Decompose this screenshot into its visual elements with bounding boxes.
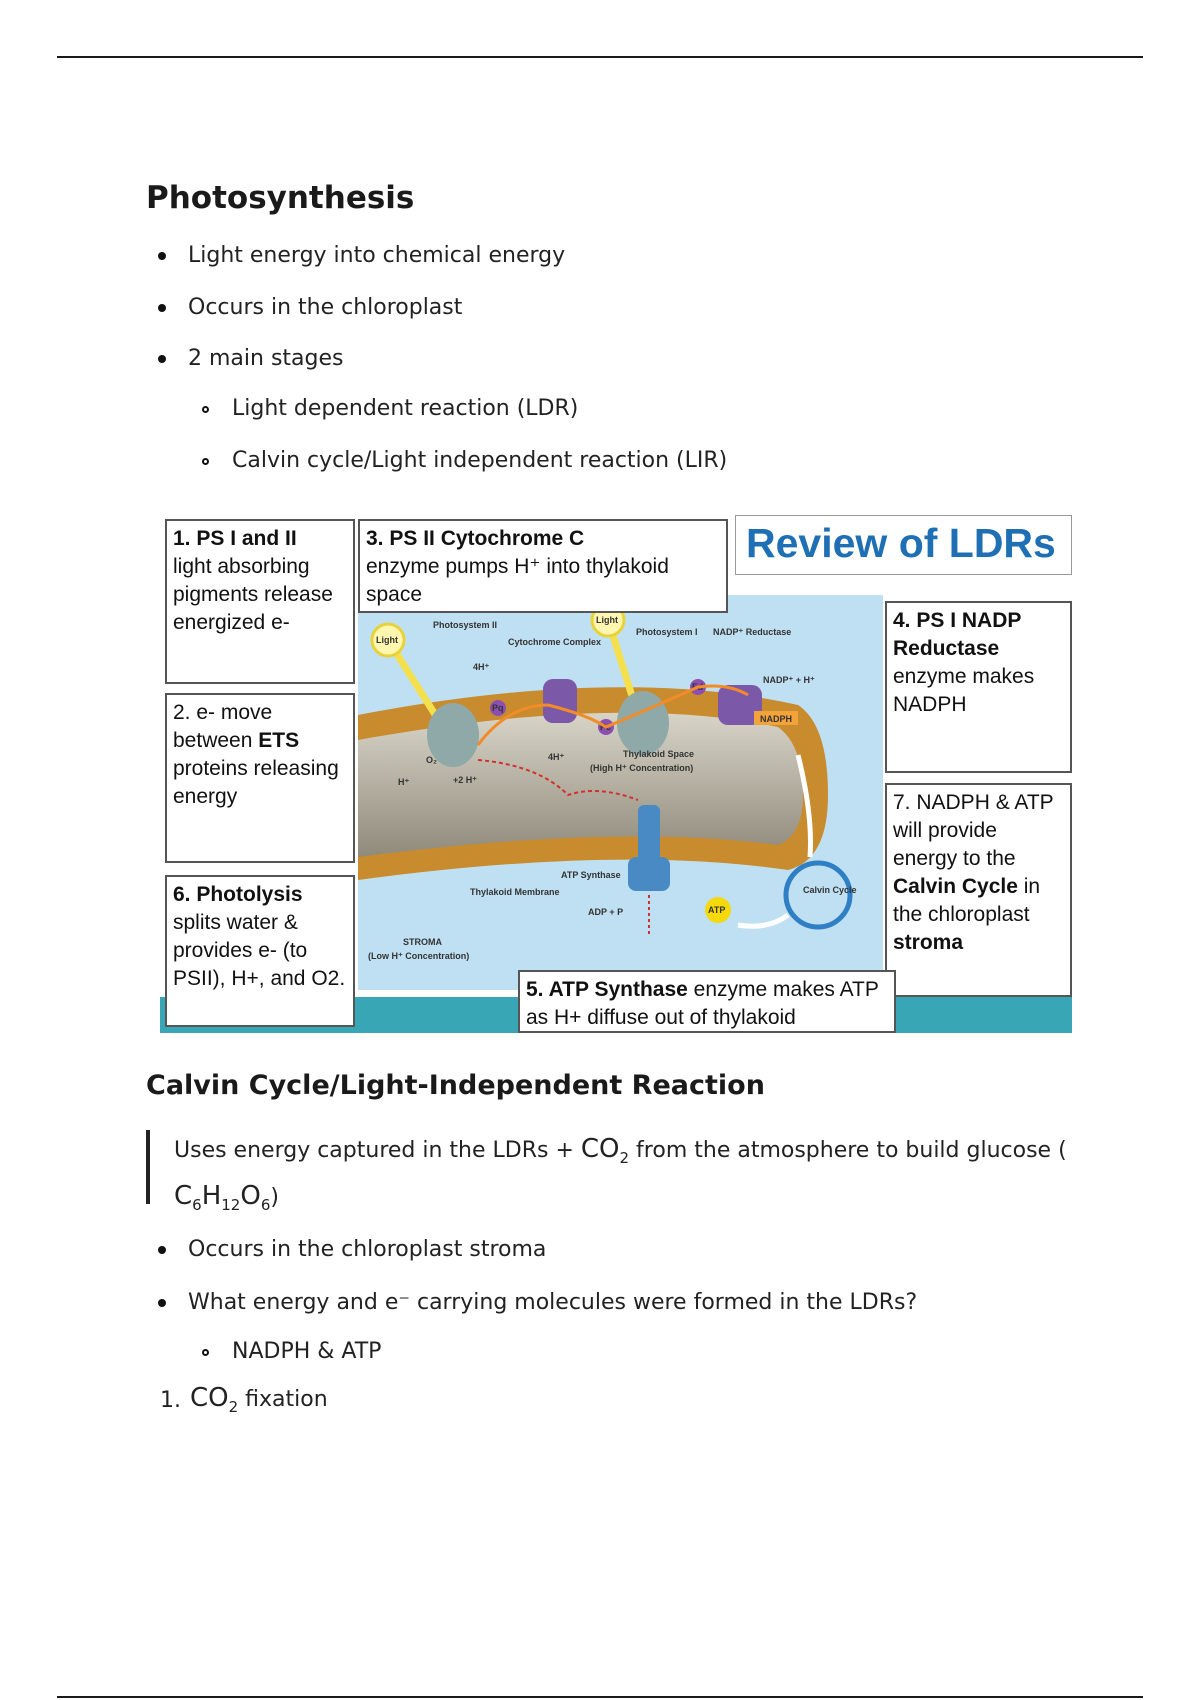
nadp-equation-label: NADP⁺ + H⁺	[763, 675, 815, 685]
box-ps-i-ii: 1. PS I and II light absorbing pigments release energized e-	[165, 519, 355, 684]
thylakoid-conc-label: (High H⁺ Concentration)	[590, 763, 694, 773]
box-cytochrome: 3. PS II Cytochrome C enzyme pumps H⁺ into thylakoid space	[358, 519, 728, 613]
thylakoid-lumen	[358, 713, 803, 857]
thylakoid-space-label: Thylakoid Space	[623, 749, 695, 759]
box-photolysis: 6. Photolysis splits water & provides e- (to PSII), H+, and O2.	[165, 875, 355, 1027]
box-atp-synthase: 5. ATP Synthase enzyme makes ATP as H+ diffuse out of thylakoid	[518, 970, 896, 1033]
bottom-rule	[57, 1696, 1143, 1698]
co2-formula: $CO_2$	[190, 1383, 239, 1417]
atp-flow-arrow	[738, 915, 788, 926]
thylakoid-diagram	[358, 595, 883, 990]
calvin-cycle-label: Calvin Cycle	[803, 885, 857, 895]
cytochrome-label: Cytochrome Complex	[508, 637, 602, 647]
circle-bullet-icon	[202, 458, 209, 465]
glucose-formula: $C_6H_{12}O_6$	[174, 1181, 271, 1215]
pq-label: Pq	[492, 703, 504, 713]
photosystem-ii-label: Photosystem II	[433, 620, 498, 630]
pc-label: Pc	[600, 722, 612, 732]
section-heading-photosynthesis: Photosynthesis	[146, 180, 415, 216]
cytochrome-complex-shape	[543, 679, 577, 723]
stroma-conc-label: (Low H⁺ Concentration)	[368, 951, 470, 961]
atp-synthase-shape	[638, 805, 660, 863]
bullet-icon	[158, 252, 166, 260]
thylakoid-svg	[358, 595, 883, 990]
h-plus-label: H⁺	[398, 777, 410, 787]
box-calvin-link: 7. NADPH & ATP will provide energy to the Calvin Cycle in the chloroplast stroma	[885, 783, 1072, 997]
nadp-reductase-label: NADP⁺ Reductase	[713, 627, 792, 637]
nadph-label: NADPH	[760, 714, 793, 724]
stroma-label: STROMA	[403, 937, 442, 947]
blockquote-text: Uses energy captured in the LDRs + $CO_2$ from the atmosphere to build glucose ( $C_6H_{12}O_6$)	[174, 1134, 1067, 1215]
atp-synthase-base	[628, 857, 670, 891]
bullet-icon	[158, 355, 166, 363]
circle-bullet-icon	[202, 1349, 209, 1356]
blockquote-bar	[146, 1130, 150, 1204]
adp-label: ADP + P	[588, 907, 624, 917]
bullet-icon	[158, 1299, 166, 1307]
figure-title: Review of LDRs	[735, 515, 1072, 575]
circle-bullet-icon	[202, 406, 209, 413]
thylakoid-membrane-label: Thylakoid Membrane	[470, 887, 560, 897]
o2-label: O₂	[426, 755, 437, 765]
calvin-cycle-icon	[786, 863, 850, 927]
co2-formula: $CO_2$	[580, 1134, 630, 1168]
bullet-icon	[158, 304, 166, 312]
ldr-review-figure	[160, 515, 1072, 1033]
bullet-icon	[158, 1246, 166, 1254]
photosystem-i-label: Photosystem I	[636, 627, 698, 637]
top-rule	[57, 56, 1143, 58]
atp-synthase-label: ATP Synthase	[561, 870, 621, 880]
box-nadp-reductase: 4. PS I NADP Reductase enzyme makes NADPH	[885, 601, 1072, 773]
light-label-1: Light	[376, 635, 398, 645]
h4-label-a: 4H⁺	[473, 662, 490, 672]
box-electron-transport: 2. e- move between ETS proteins releasing energy	[165, 693, 355, 863]
light-label-2: Light	[596, 615, 618, 625]
atp-label: ATP	[708, 905, 726, 915]
h2-label: +2 H⁺	[453, 775, 478, 785]
fd-label: Fd	[692, 682, 703, 692]
h4-label-b: 4H⁺	[548, 752, 565, 762]
photosystem-i-shape	[617, 691, 669, 755]
section-heading-calvin: Calvin Cycle/Light-Independent Reaction	[146, 1070, 765, 1101]
